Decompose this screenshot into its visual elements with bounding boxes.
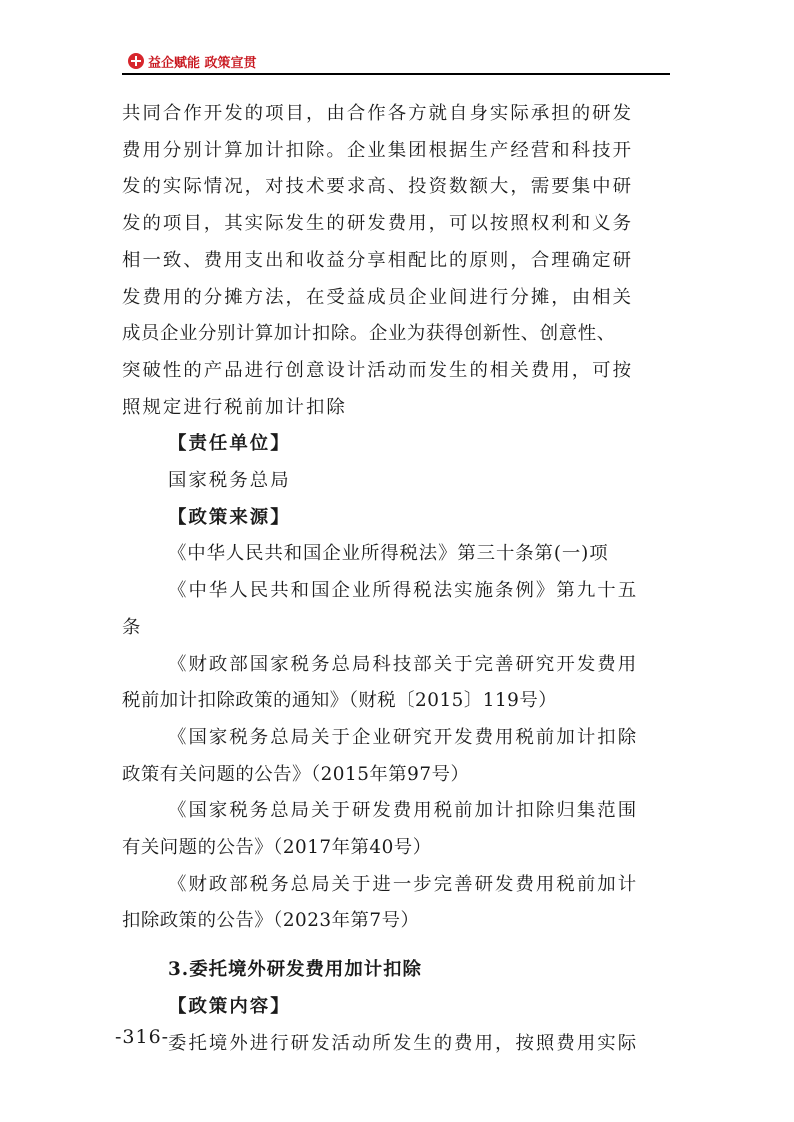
source-line: 政策有关问题的公告》（2015年第97号）: [122, 763, 470, 785]
section-title: 3.委托境外研发费用加计扣除: [168, 959, 422, 981]
source-line: 税前加计扣除政策的通知》（财税〔2015〕119号）: [122, 690, 558, 712]
page-number: -316-: [115, 1026, 170, 1048]
policy-content-line: 委托境外进行研发活动所发生的费用，按照费用实际: [168, 1032, 639, 1054]
brand-logo-text: 益企赋能 政策宣贯: [148, 55, 257, 71]
source-line: 《国家税务总局关于企业研究开发费用税前加计扣除: [168, 726, 639, 748]
paragraph-line: 发的实际情况，对技术要求高、投资数额大，需要集中研: [122, 176, 634, 198]
policy-paragraph: [122, 96, 674, 426]
responsible-unit: 国家税务总局: [168, 470, 291, 492]
paragraph-line: 突破性的产品进行创意设计活动而发生的相关费用，可按: [122, 359, 634, 381]
header-divider: [122, 73, 670, 75]
paragraph-line: 费用分别计算加计扣除。企业集团根据生产经营和科技开: [122, 139, 634, 161]
paragraph-line: 相一致、费用支出和收益分享相配比的原则，合理确定研: [122, 249, 634, 271]
paragraph-line: 共同合作开发的项目，由合作各方就自身实际承担的研发: [122, 103, 634, 124]
section-spacer: [122, 940, 674, 952]
source-line: 有关问题的公告》（2017年第40号）: [122, 837, 432, 859]
responsible-unit-heading: 【责任单位】: [168, 433, 291, 455]
paragraph-line: 成员企业分别计算加计扣除。企业为获得创新性、创意性、: [122, 323, 616, 345]
document-body: [122, 96, 674, 1062]
brand-logo-icon: [128, 53, 144, 69]
source-line: 《财政部税务总局关于进一步完善研发费用税前加计: [168, 873, 639, 895]
source-line: 《国家税务总局关于研发费用税前加计扣除归集范围: [168, 800, 639, 822]
source-line: 《中华人民共和国企业所得税法实施条例》第九十五: [168, 580, 639, 602]
paragraph-line: 发费用的分摊方法，在受益成员企业间进行分摊，由相关: [122, 286, 634, 308]
source-line: 条: [122, 616, 143, 638]
source-line: 《中华人民共和国企业所得税法》第三十条第(一)项: [168, 543, 609, 565]
paragraph-line: 发的项目，其实际发生的研发费用，可以按照权利和义务: [122, 213, 634, 235]
page-header: [122, 48, 670, 74]
policy-source-heading: 【政策来源】: [168, 506, 291, 528]
policy-content-heading: 【政策内容】: [168, 995, 291, 1017]
brand-logo: [128, 52, 257, 70]
paragraph-line: 照规定进行税前加计扣除: [122, 396, 347, 418]
policy-source-list: [122, 536, 674, 940]
source-line: 《财政部国家税务总局科技部关于完善研究开发费用: [168, 653, 639, 675]
source-line: 扣除政策的公告》（2023年第7号）: [122, 910, 420, 932]
